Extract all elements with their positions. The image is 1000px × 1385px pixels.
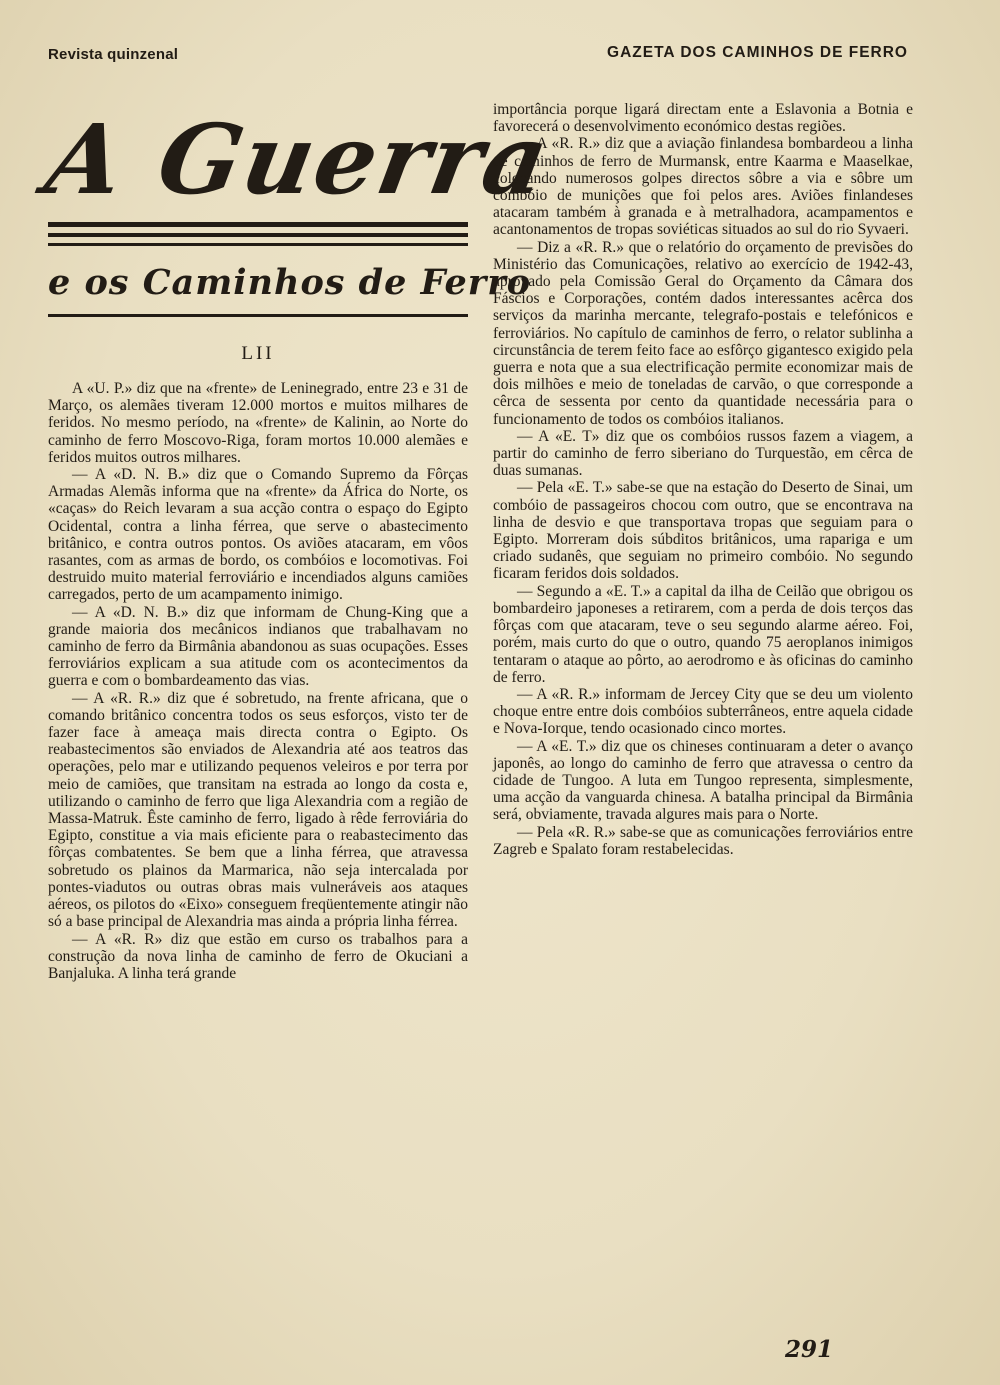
header-left: Revista quinzenal [48,46,179,63]
paragraph: — Pela «R. R.» sabe-se que as comunicações ferroviários entre Zagreb e Spalato foram restabelecidas. [493,823,913,858]
paragraph: — A «E. T.» diz que os chineses continuaram a deter o avanço japonês, ao longo do caminho de ferro que atravessa o centro da cidade de Tungoo. A luta em Tungoo representa, simplesmente, uma acção da vanguarda chinesa. A batalha principal da Birmânia será, obviamente, travada algures mais para o Norte. [493,737,913,824]
paragraph-continuation: importância porque ligará directam ente a Eslavonia a Botnia e favorecerá o desenvolvimento económico destas regiões. [493,101,913,136]
left-column [48,380,468,982]
paragraph: — A «E. T» diz que os combóios russos fazem a viagem, a partir do caminho de ferro siberiano do Turquestão, em cêrca de duas sumanas. [493,427,913,480]
article-subtitle: e os Caminhos de Ferro [48,262,532,303]
paragraph: — Diz a «R. R.» que o relatório do orçamento de previsões do Ministério das Comunicações, relativo ao exercício de 1942-43, aprovado pela Comissão Geral do Orçamento da Câmara dos Fáscios e Corporações, contém dados interessantes acêrca dos serviços da marinha mercante, telegrafo-postais e telefónicos e ferroviários. No capítulo de caminhos de ferro, o relator sublinha a circunstância de terem feito face ao esfôrço gigantesco exigido pela guerra e nota que a sua electrificação permite economizar mais de dois milhões e meio de toneladas de carvão, o que corresponde a cêrca de sessenta por cento da quantidade necessária para o funcionamento de todos os combóios italianos. [493,238,913,428]
paragraph: — A «R. R» diz que estão em curso os trabalhos para a construção da nova linha de caminho de ferro de Okuciani a Banjaluka. A linha terá grande [48,930,468,982]
paragraph: — Pela «E. T.» sabe-se que na estação do Deserto de Sinai, um combóio de passageiros chocou com outro, que se encontrava na linha de desvio e que transportava tropas que seguiam para o Egipto. Morreram dois súbditos britânicos, uma rapariga e um criado sudanês, que seguiam no primeiro combóio. No segundo ficaram feridos dois soldados. [493,479,913,583]
article-title: A Guerra [38,103,559,216]
right-column [493,101,913,858]
paragraph: — A «D. N. B.» diz que o Comando Supremo da Fôrças Armadas Alemãs informa que na «frente» da África do Norte, os «caças» do Reich levaram a sua acção contra o espaço do Egipto Ocidental, contra a linha férrea, que serve o abastecimento britânico, e contra outros pontos. Os aviões atacaram, em vôos rasantes, com as armas de bordo, os combóios e locomotivas. Foi destruido muito material ferroviário e incendiados alguns camiões carregados, perto de um acampamento inimigo. [48,466,468,604]
paragraph: — A «D. N. B.» diz que informam de Chung-King que a grande maioria dos mecânicos indianos que trabalhavam no caminho de ferro da Birmânia abandonou as suas ocupações. Esses ferroviários explicam a sua atitude com os acontecimentos da guerra e com o bombardeamento das vias. [48,603,468,690]
paragraph: — A «R. R.» diz que a aviação finlandesa bombardeou a linha de caminhos de ferro de Murmansk, entre Kaarma e Maaselkae, colocando numerosos golpes directos sôbre a via e sôbre um combóio de munições que foi pelos ares. Aviões finlandeses atacaram também à granada e à metralhadora, acampamentos e acantonamentos de tropas soviéticas situados ao sul do rio Syvaeri. [493,135,913,239]
paragraph: — A «R. R.» diz que é sobretudo, na frente africana, que o comando britânico concentra todos os seus esforços, visto ter de fazer face à ameaça mais directa contra o Egipto. Os reabastecimentos são enviados de Alexandria até aos teatros das operações, pelo mar e utilizando pequenos veleiros e por terra por meio de camiões, que transitam na estrada ao longo da costa e, utilizando o caminho de ferro que liga Alexandria com a região de Massa-Matruk. Êste caminho de ferro, ligado à rêde ferroviária do Egipto, constitue a via mais eficiente para o reabastecimento das fôrças combatentes. Se bem que a linha férrea, que atravessa sobretudo os plainos da Marmarica, não seja intercalada por pontes-viadutos ou outras obras mais vulneráveis aos ataques aéreos, os pilotos do «Eixo» conseguem freqüentemente atingir não só a base principal de Alexandria mas ainda a própria linha férrea. [48,689,468,931]
paragraph: — A «R. R.» informam de Jercey City que se deu um violento choque entre entre dois combóios subterrâneos, entre aquela cidade e Nova-Iorque, tendo ocasionado cinco mortes. [493,685,913,738]
paragraph: A «U. P.» diz que na «frente» de Leninegrado, entre 23 e 31 de Março, os alemães tiveram 12.000 mortos e muitos milhares de feridos. No mesmo período, na «frente» de Kalinin, ao Norte do caminho de ferro Moscovo-Riga, foram mortos 10.000 alemães e feridos muitos outros milhares. [48,380,468,466]
header-right: GAZETA DOS CAMINHOS DE FERRO [607,44,908,61]
page-number: 291 [785,1336,834,1363]
section-number: LII [241,343,275,364]
title-rules [48,222,468,252]
subtitle-rule [48,314,468,317]
paragraph: — Segundo a «E. T.» a capital da ilha de Ceilão que obrigou os bombardeiro japoneses a retirarem, com a perda de dois terços das fôrças com que atacaram, teve o seu segundo alarme aéreo. Foi, porém, mais curto do que o outro, quando 75 aeroplanos inimigos tentaram o ataque ao pôrto, ao aerodromo e às oficinas do caminho de ferro. [493,582,913,686]
